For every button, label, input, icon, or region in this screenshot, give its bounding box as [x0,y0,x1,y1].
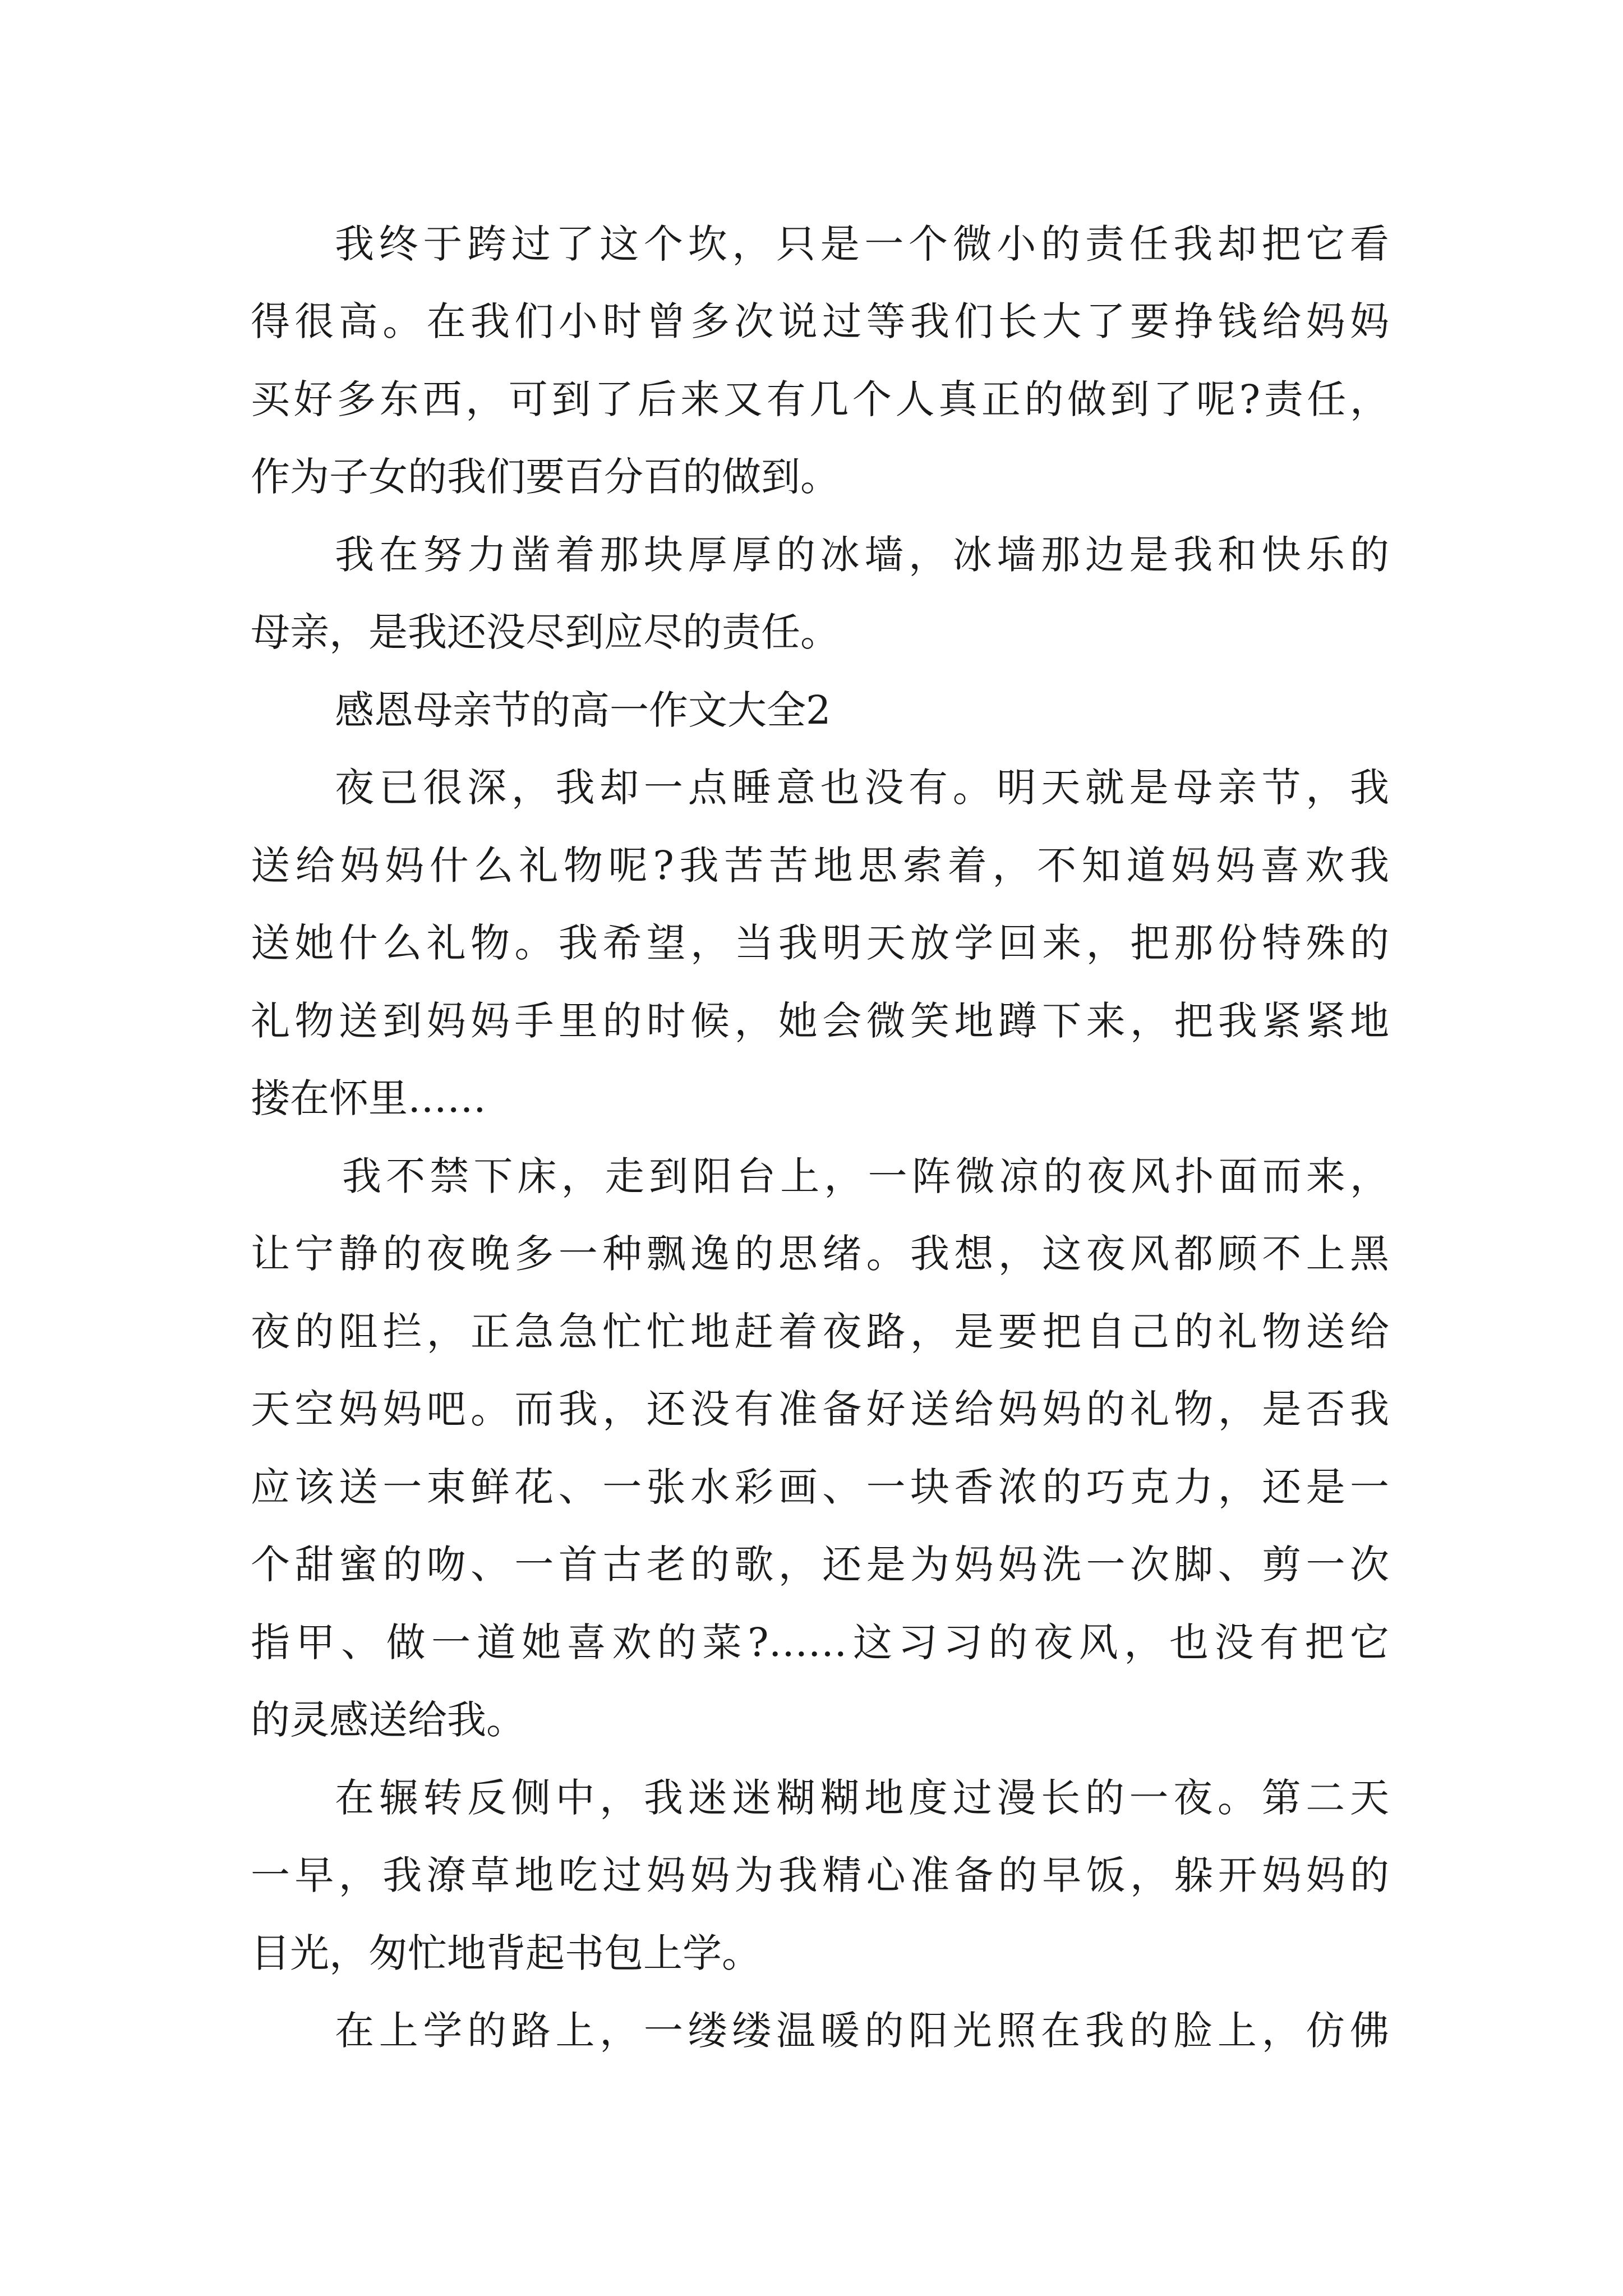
text-line: 送给妈妈什么礼物呢?我苦苦地思索着，不知道妈妈喜欢我 [251,843,1389,889]
text-line: 搂在怀里…… [251,1075,486,1121]
text-line: 礼物送到妈妈手里的时候，她会微笑地蹲下来，把我紧紧地 [251,998,1389,1044]
text-line: 送她什么礼物。我希望，当我明天放学回来，把那份特殊的 [251,920,1389,966]
text-line: 作为子女的我们要百分百的做到。 [251,454,840,500]
text-line: 在上学的路上，一缕缕温暖的阳光照在我的脸上，仿佛 [335,2008,1389,2054]
text-line: 我在努力凿着那块厚厚的冰墙，冰墙那边是我和快乐的 [335,532,1389,578]
text-line: 指甲、做一道她喜欢的菜?……这习习的夜风，也没有把它 [251,1619,1389,1665]
section-heading: 感恩母亲节的高一作文大全2 [335,687,831,733]
text-line: 个甜蜜的吻、一首古老的歌，还是为妈妈洗一次脚、剪一次 [251,1542,1389,1588]
text-line: 在辗转反侧中，我迷迷糊糊地度过漫长的一夜。第二天 [335,1775,1389,1821]
text-line: 的灵感送给我。 [251,1697,525,1743]
text-line: 我不禁下床，走到阳台上，一阵微凉的夜风扑面而来， [342,1153,1389,1199]
text-line: 目光，匆忙地背起书包上学。 [251,1930,761,1976]
text-line: 母亲，是我还没尽到应尽的责任。 [251,609,840,655]
text-line: 夜已很深，我却一点睡意也没有。明天就是母亲节，我 [335,765,1389,811]
text-line: 天空妈妈吧。而我，还没有准备好送给妈妈的礼物，是否我 [251,1386,1389,1432]
text-line: 应该送一束鲜花、一张水彩画、一块香浓的巧克力，还是一 [251,1464,1389,1510]
text-line: 让宁静的夜晚多一种飘逸的思绪。我想，这夜风都顾不上黑 [251,1231,1389,1277]
text-line: 买好多东西，可到了后来又有几个人真正的做到了呢?责任， [251,376,1389,422]
text-line: 一早，我潦草地吃过妈妈为我精心准备的早饭，躲开妈妈的 [251,1852,1389,1898]
text-line: 夜的阻拦，正急急忙忙地赶着夜路，是要把自己的礼物送给 [251,1309,1389,1355]
text-line: 我终于跨过了这个坎，只是一个微小的责任我却把它看 [335,221,1389,267]
text-line: 得很高。在我们小时曾多次说过等我们长大了要挣钱给妈妈 [251,298,1389,344]
